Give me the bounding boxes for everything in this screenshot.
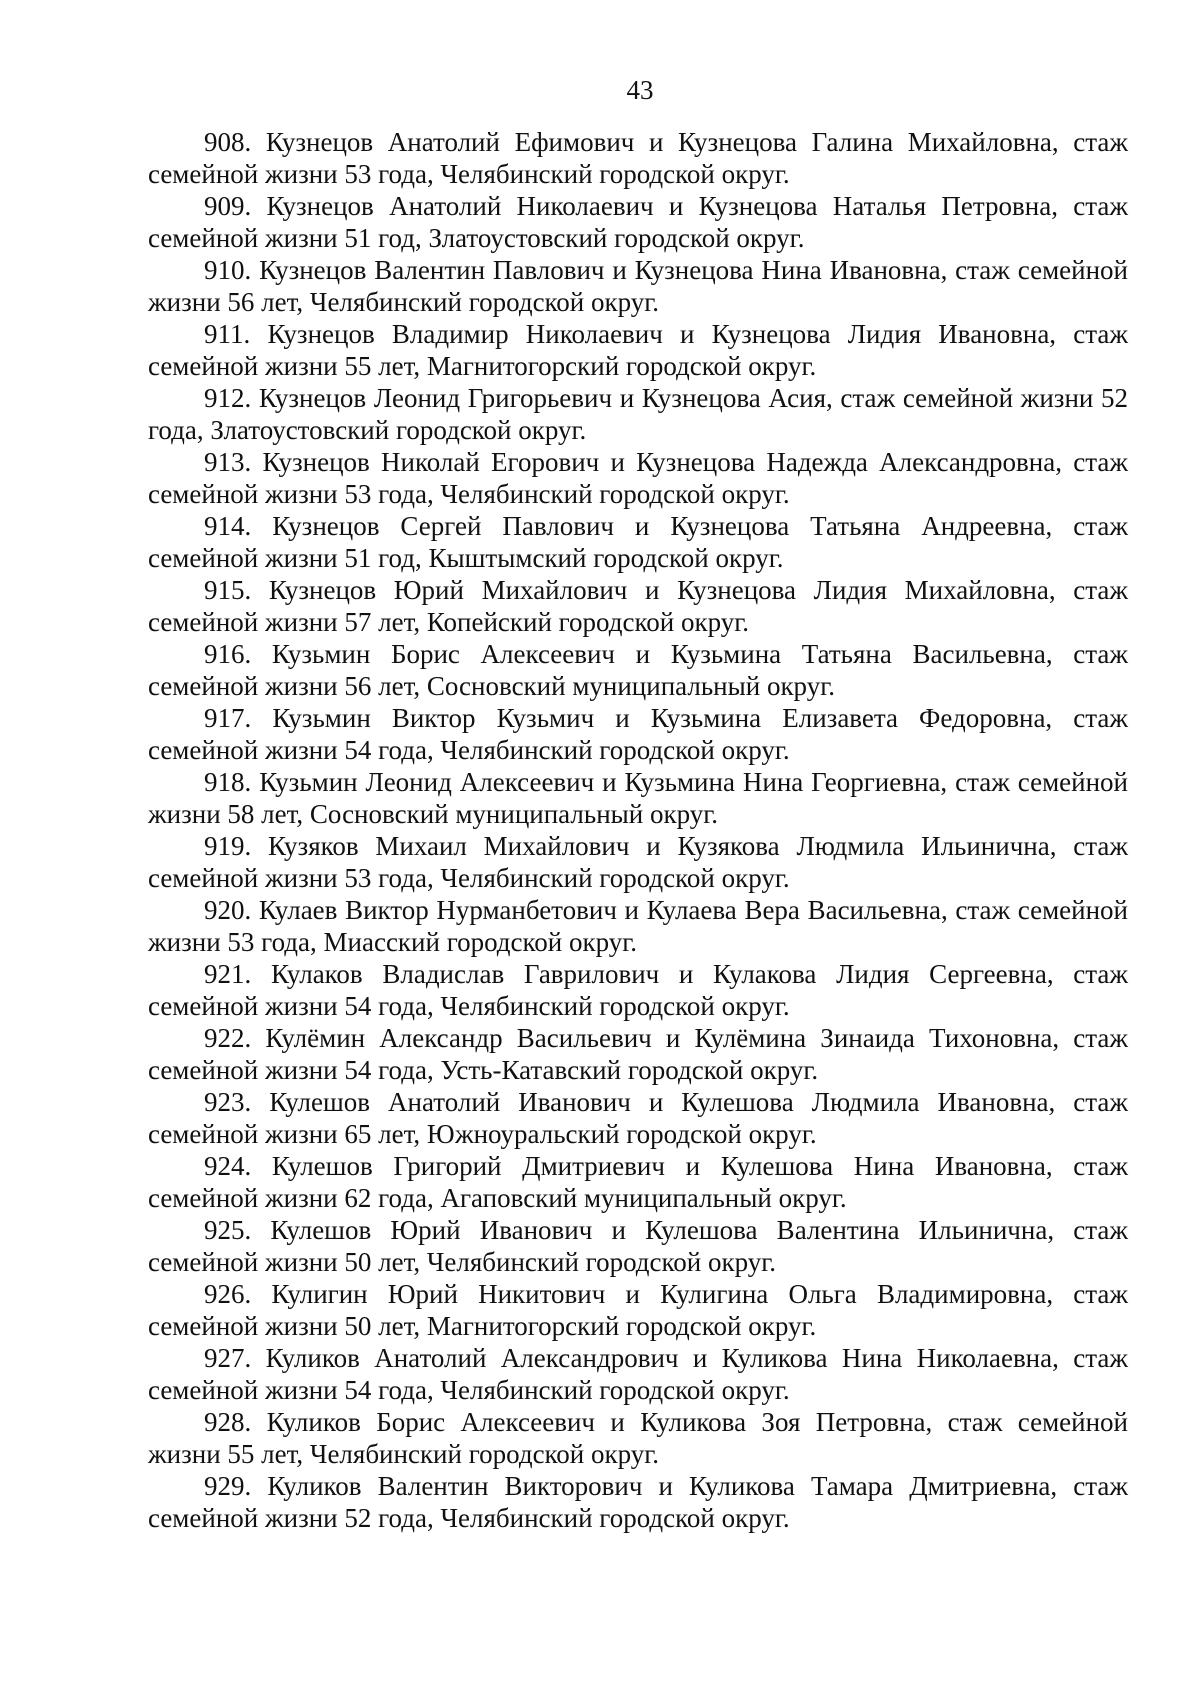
entry-number: 911. xyxy=(204,319,251,349)
entry-text: Кулешов Юрий Иванович и Кулешова Валентина Ильинична, стаж семейной жизни 50 лет, Челябинский городской округ. xyxy=(148,1215,1128,1277)
entry-text: Кузьмин Борис Алексеевич и Кузьмина Татьяна Васильевна, стаж семейной жизни 56 лет, Сосновский муниципальный округ. xyxy=(148,639,1128,701)
entry-text: Кулигин Юрий Никитович и Кулигина Ольга Владимировна, стаж семейной жизни 50 лет, Магнитогорский городской округ. xyxy=(148,1279,1128,1341)
list-item xyxy=(148,190,1128,254)
list-item xyxy=(148,1278,1128,1342)
list-item xyxy=(148,638,1128,702)
entry-text: Кузнецов Сергей Павлович и Кузнецова Татьяна Андреевна, стаж семейной жизни 51 год, Кыштымский городской округ. xyxy=(148,511,1128,573)
entry-number: 917. xyxy=(204,703,252,733)
list-item xyxy=(148,1086,1128,1150)
entry-number: 913. xyxy=(204,447,252,477)
entry-number: 909. xyxy=(204,191,252,221)
list-item xyxy=(148,126,1128,190)
list-item xyxy=(148,574,1128,638)
entry-number: 920. xyxy=(204,895,252,925)
entry-text: Кулаков Владислав Гаврилович и Кулакова Лидия Сергеевна, стаж семейной жизни 54 года, Челябинский городской округ. xyxy=(148,959,1129,1021)
entry-text: Кузнецов Леонид Григорьевич и Кузнецова Асия, стаж семейной жизни 52 года, Златоустовский городской округ. xyxy=(148,383,1128,445)
entry-text: Куликов Анатолий Александрович и Куликова Нина Николаевна, стаж семейной жизни 54 года, Челябинский городской округ. xyxy=(148,1343,1129,1405)
page-number: 43 xyxy=(626,75,654,105)
entry-text: Кузнецов Анатолий Николаевич и Кузнецова Наталья Петровна, стаж семейной жизни 51 год, Златоустовский городской округ. xyxy=(148,191,1128,253)
list-item xyxy=(148,830,1128,894)
entry-number: 916. xyxy=(204,639,252,669)
entry-text: Кузьмин Леонид Алексеевич и Кузьмина Нина Георгиевна, стаж семейной жизни 58 лет, Сосновский муниципальный округ. xyxy=(148,767,1128,829)
entry-text: Кулаев Виктор Нурманбетович и Кулаева Вера Васильевна, стаж семейной жизни 53 года, Миасский городской округ. xyxy=(148,895,1128,957)
list-item xyxy=(148,254,1128,318)
list-item xyxy=(148,766,1128,830)
entry-number: 922. xyxy=(204,1023,252,1053)
list-item xyxy=(148,702,1128,766)
entry-number: 908. xyxy=(204,127,252,157)
entry-number: 928. xyxy=(204,1407,252,1437)
list-item xyxy=(148,1470,1128,1534)
entry-number: 927. xyxy=(204,1343,252,1373)
entry-number: 923. xyxy=(204,1087,252,1117)
entry-text: Кузнецов Николай Егорович и Кузнецова Надежда Александровна, стаж семейной жизни 53 года, Челябинский городской округ. xyxy=(148,447,1128,509)
list-item xyxy=(148,1342,1128,1406)
entry-number: 926. xyxy=(204,1279,252,1309)
entry-number: 929. xyxy=(204,1471,252,1501)
list-item xyxy=(148,894,1128,958)
entry-text: Кулешов Анатолий Иванович и Кулешова Людмила Ивановна, стаж семейной жизни 65 лет, Южноуральский городской округ. xyxy=(148,1087,1129,1149)
entry-number: 912. xyxy=(204,383,252,413)
entry-text: Кулешов Григорий Дмитриевич и Кулешова Нина Ивановна, стаж семейной жизни 62 года, Агаповский муниципальный округ. xyxy=(148,1151,1128,1213)
entry-text: Куликов Валентин Викторович и Куликова Тамара Дмитриевна, стаж семейной жизни 52 года, Челябинский городской округ. xyxy=(148,1471,1128,1533)
entry-text: Кузнецов Владимир Николаевич и Кузнецова Лидия Ивановна, стаж семейной жизни 55 лет, Магнитогорский городской округ. xyxy=(148,319,1128,381)
list-item xyxy=(148,510,1128,574)
entry-number: 910. xyxy=(204,255,252,285)
list-item xyxy=(148,958,1128,1022)
entry-text: Куликов Борис Алексеевич и Куликова Зоя Петровна, стаж семейной жизни 55 лет, Челябинский городской округ. xyxy=(148,1407,1129,1469)
list-item xyxy=(148,446,1128,510)
list-item xyxy=(148,382,1128,446)
entry-number: 915. xyxy=(204,575,252,605)
entry-text: Кулёмин Александр Васильевич и Кулёмина Зинаида Тихоновна, стаж семейной жизни 54 года, Усть-Катавский городской округ. xyxy=(148,1023,1129,1085)
entry-text: Кузнецов Валентин Павлович и Кузнецова Нина Ивановна, стаж семейной жизни 56 лет, Челябинский городской округ. xyxy=(148,255,1128,317)
entry-text: Кузяков Михаил Михайлович и Кузякова Людмила Ильинична, стаж семейной жизни 53 года, Челябинский городской округ. xyxy=(148,831,1129,893)
list-item xyxy=(148,318,1128,382)
entry-number: 919. xyxy=(204,831,252,861)
entry-text: Кузьмин Виктор Кузьмич и Кузьмина Елизавета Федоровна, стаж семейной жизни 54 года, Челябинский городской округ. xyxy=(148,703,1129,765)
entry-text: Кузнецов Анатолий Ефимович и Кузнецова Галина Михайловна, стаж семейной жизни 53 года, Челябинский городской округ. xyxy=(148,127,1129,189)
entries-list xyxy=(148,126,1128,1534)
list-item xyxy=(148,1406,1128,1470)
entry-number: 921. xyxy=(204,959,252,989)
entry-number: 924. xyxy=(204,1151,252,1181)
entry-number: 918. xyxy=(204,767,252,797)
list-item xyxy=(148,1022,1128,1086)
entry-text: Кузнецов Юрий Михайлович и Кузнецова Лидия Михайловна, стаж семейной жизни 57 лет, Копейский городской округ. xyxy=(148,575,1128,637)
list-item xyxy=(148,1214,1128,1278)
entry-number: 914. xyxy=(204,511,252,541)
entry-number: 925. xyxy=(204,1215,252,1245)
list-item xyxy=(148,1150,1128,1214)
